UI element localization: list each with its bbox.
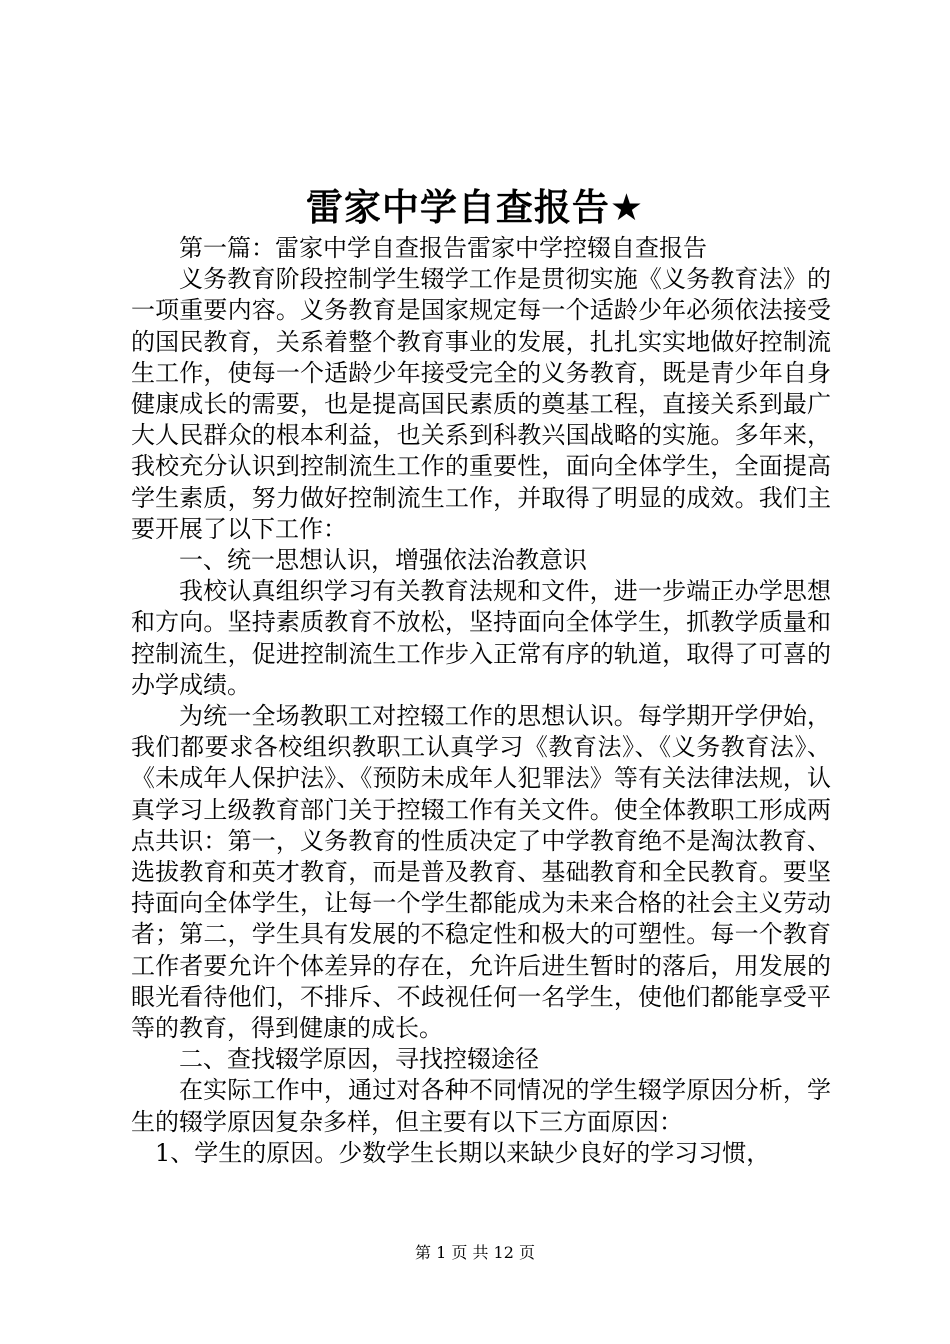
- document-body: [131, 233, 831, 1169]
- page-footer: 第 1 页 共 12 页: [415, 1243, 535, 1262]
- paragraph-student-cause: 1、学生的原因。少数学生长期以来缺少良好的学习习惯，: [155, 1138, 771, 1167]
- paragraph-study-laws: 我校认真组织学习有关教育法规和文件，进一步端正办学思想和方向。坚持素质教育不放松，坚持面向全体学生，抓教学质量和控制流生，促进控制流生工作步入正常有序的轨道，取得了可喜的办学成绩。: [131, 577, 831, 699]
- paragraph-intro: 义务教育阶段控制学生辍学工作是贯彻实施《义务教育法》的一项重要内容。义务教育是国家规定每一个适龄少年必须依法接受的国民教育，关系着整个教育事业的发展，扎扎实实地做好控制流生工作，使每一个适龄少年接受完全的义务教育，既是青少年自身健康成长的需要，也是提高国民素质的奠基工程，直接关系到最广大人民群众的根本利益，也关系到科教兴国战略的实施。多年来，我校充分认识到控制流生工作的重要性，面向全体学生，全面提高学生素质，努力做好控制流生工作，并取得了明显的成效。我们主要开展了以下工作：: [131, 265, 831, 543]
- section-heading-two: 二、查找辍学原因，寻找控辍途径: [179, 1045, 539, 1074]
- paragraph-staff-consensus: 为统一全场教职工对控辍工作的思想认识。每学期开学伊始，我们都要求各校组织教职工认真学习《教育法》、《义务教育法》、《未成年人保护法》、《预防未成年人犯罪法》等有关法律法规，认真学习上级教育部门关于控辍工作有关文件。使全体教职工形成两点共识：第一，义务教育的性质决定了中学教育绝不是淘汰教育、选拔教育和英才教育，而是普及教育、基础教育和全民教育。要坚持面向全体学生，让每一个学生都能成为未来合格的社会主义劳动者；第二，学生具有发展的不稳定性和极大的可塑性。每一个教育工作者要允许个体差异的存在，允许后进生暂时的落后，用发展的眼光看待他们，不排斥、不歧视任何一名学生，使他们都能享受平等的教育，得到健康的成长。: [131, 702, 831, 1043]
- paragraph-dropout-causes: 在实际工作中，通过对各种不同情况的学生辍学原因分析，学生的辍学原因复杂多样，但主要有以下三方面原因：: [131, 1076, 831, 1136]
- document-title: 雷家中学自查报告★: [305, 186, 645, 229]
- section-heading-one: 一、统一思想认识，增强依法治教意识: [179, 546, 587, 575]
- section-heading-part-one: 第一篇：雷家中学自查报告雷家中学控辍自查报告: [179, 234, 707, 262]
